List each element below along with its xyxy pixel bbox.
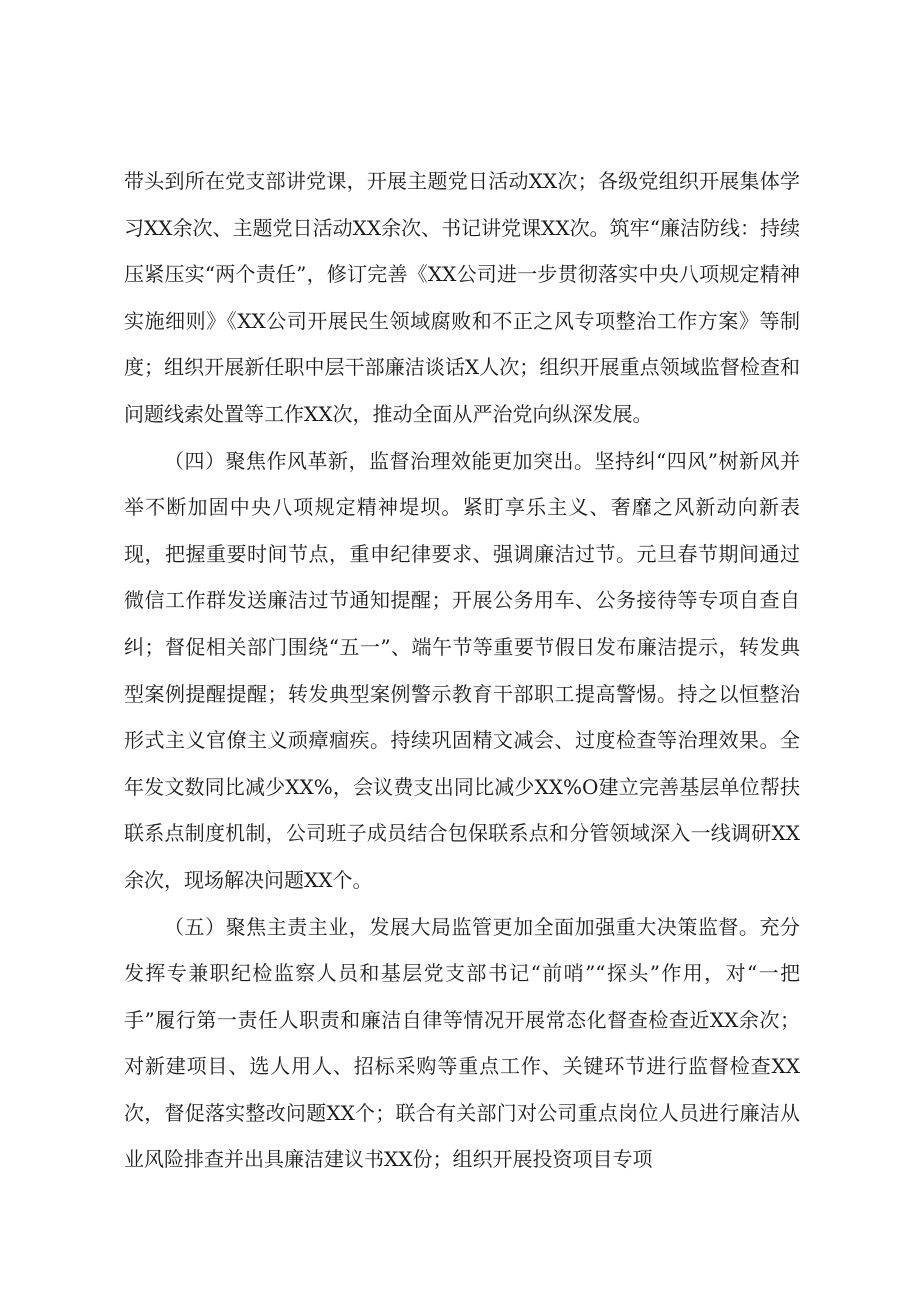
paragraph-section-five: （五）聚焦主责主业，发展大局监管更加全面加强重大决策监督。充分发挥专兼职纪检监察人员和基层党支部书记“前哨”“探头”作用，对“一把手”履行第一责任人职责和廉洁自律等情况开展常态化督查检查近XX余次；对新建项目、选人用人、招标采购等重点工作、关键环节进行监督检查XX次，督促落实整改问题XX个；联合有关部门对公司重点岗位人员进行廉洁从业风险排查并出具廉洁建议书XX份；组织开展投资项目专项 (124, 914, 800, 1172)
paragraph-continuation: 带头到所在党支部讲党课，开展主题党日活动XX次；各级党组织开展集体学习XX余次、主题党日活动XX余次、书记讲党课XX次。筑牢“廉洁防线：持续压紧压实“两个责任”，修订完善《XX公司进一步贯彻落实中央八项规定精神实施细则》《XX公司开展民生领域腐败和不正之风专项整治工作方案》等制度；组织开展新任职中层干部廉洁谈话X人次；组织开展重点领域监督检查和问题线索处置等工作XX次，推动全面从严治党向纵深发展。 (124, 169, 800, 426)
document-body (124, 158, 800, 1183)
paragraph-section-four: （四）聚焦作风革新，监督治理效能更加突出。坚持纠“四风”树新风并举不断加固中央八项规定精神堤坝。紧盯享乐主义、奢靡之风新动向新表现，把握重要时间节点，重申纪律要求、强调廉洁过节。元旦春节期间通过微信工作群发送廉洁过节通知提醒；开展公务用车、公务接待等专项自查自纠；督促相关部门围绕“五一”、端午节等重要节假日发布廉洁提示，转发典型案例提醒提醒；转发典型案例警示教育干部职工提高警惕。持之以恒整治形式主义官僚主义顽瘴痼疾。持续巩固精文减会、过度检查等治理效果。全年发文数同比减少XX%，会议费支出同比减少XX%O建立完善基层单位帮扶联系点制度机制，公司班子成员结合包保联系点和分管领域深入一线调研XX余次，现场解决问题XX个。 (124, 448, 800, 892)
